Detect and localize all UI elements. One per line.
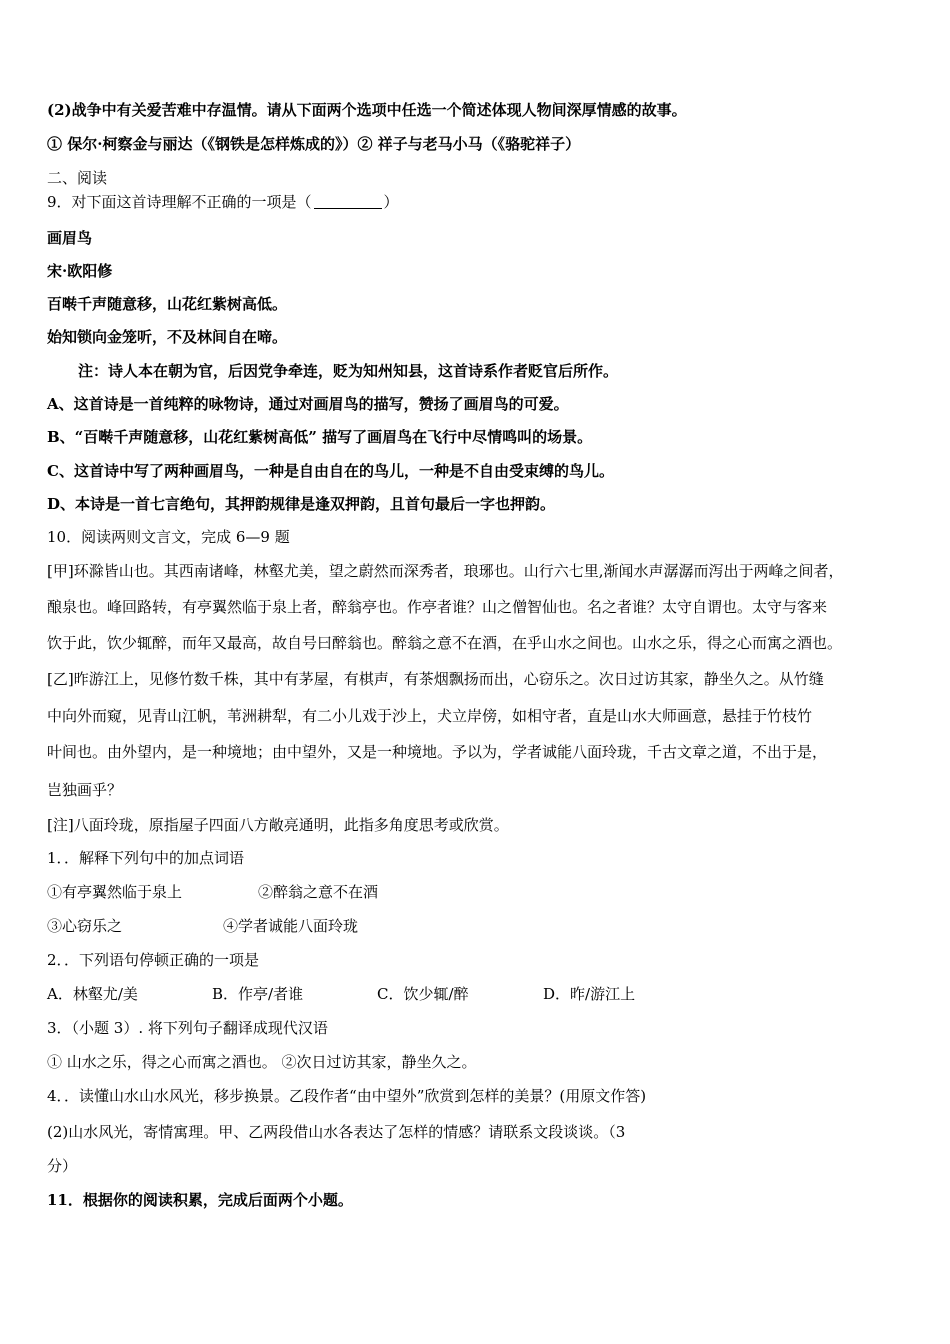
poem-author: 宋·欧阳修	[47, 262, 113, 280]
passage-annotation: [注]八面玲珑，原指屋子四面八方敞亮通明，此指多角度思考或欣赏。	[47, 816, 509, 834]
subquestion-1-item-c: ③心窃乐之	[47, 917, 123, 935]
poem-line-1: 百啭千声随意移，山花红紫树高低。	[47, 295, 288, 313]
question-9-stem	[47, 192, 920, 212]
passage-yi-line-4: 岂独画乎？	[47, 781, 123, 799]
option-b: B、“百啭千声随意移，山花红紫树高低” 描写了画眉鸟在飞行中尽情鸣叫的场景。	[47, 428, 593, 446]
poem-note: 注：诗人本在朝为官，后因党争牵连，贬为知州知县，这首诗系作者贬官后所作。	[78, 362, 619, 380]
passage-jia-line-2: 酿泉也。峰回路转，有亭翼然临于泉上者，醉翁亭也。作亭者谁？山之僧智仙也。名之者谁？太守自谓也。太守与客来	[47, 598, 828, 616]
subquestion-2-option-b: B．作亭/者谁	[212, 985, 304, 1003]
subquestion-4-part-2: (2)山水风光，寄情寓理。甲、乙两段借山水各表达了怎样的情感？请联系文段谈谈。（3	[47, 1123, 626, 1141]
question-9-close: ）	[383, 193, 399, 211]
subquestion-1-row-1	[47, 882, 920, 902]
poem-title: 画眉鸟	[47, 229, 93, 247]
question-9-text: 9．对下面这首诗理解不正确的一项是（	[47, 193, 312, 211]
passage-yi-line-2: 中向外而窥，见青山江帆，苇洲耕犁，有二小儿戏于沙上，犬立岸傍，如相守者，直是山水大师画意，悬挂于竹枝竹	[47, 707, 813, 725]
passage-yi-line-3: 叶间也。由外望内，是一种境地；由中望外，又是一种境地。予以为，学者诚能八面玲珑，千古文章之道，不出于是，	[47, 743, 828, 761]
subquestion-1-item-b: ②醉翁之意不在酒	[258, 883, 379, 901]
passage-yi-line-1: [乙]昨游江上，见修竹数千株，其中有茅屋，有棋声，有茶烟飘扬而出，心窃乐之。次日过访其家，静坐久之。从竹缝	[47, 670, 824, 688]
subquestion-3-sentences: ① 山水之乐，得之心而寓之酒也。 ②次日过访其家，静坐久之。	[47, 1053, 477, 1071]
subquestion-2-options	[47, 984, 920, 1004]
answer-blank	[314, 194, 382, 209]
subquestion-4-score: 分）	[47, 1157, 78, 1175]
subquestion-2-option-c: C．饮少辄/醉	[377, 985, 469, 1003]
question-8-2-options: ① 保尔·柯察金与丽达（《钢铁是怎样炼成的》）② 祥子与老马小马（《骆驼祥子）	[47, 135, 581, 153]
subquestion-4-stem: 4．．读懂山水山水风光，移步换景。乙段作者“由中望外”欣赏到怎样的美景？(用原文作答)	[47, 1087, 647, 1105]
question-10-stem: 10．阅读两则文言文，完成 6—9 题	[47, 528, 290, 546]
subquestion-1-item-d: ④学者诚能八面玲珑	[223, 917, 359, 935]
subquestion-3-stem: 3．（小题 3）. 将下列句子翻译成现代汉语	[47, 1019, 328, 1037]
question-11-stem: 11．根据你的阅读积累，完成后面两个小题。	[47, 1191, 353, 1209]
poem-line-2: 始知锁向金笼听，不及林间自在啼。	[47, 328, 288, 346]
subquestion-2-stem: 2．．下列语句停顿正确的一项是	[47, 951, 260, 969]
question-8-2-prompt: (2)战争中有关爱苦难中存温情。请从下面两个选项中任选一个简述体现人物间深厚情感的故事。	[47, 101, 687, 119]
passage-jia-line-1: [甲]环滁皆山也。其西南诸峰，林壑尤美，望之蔚然而深秀者，琅琊也。山行六七里,渐闻水声潺潺而泻出于两峰之间者，	[47, 562, 844, 580]
subquestion-1-row-2	[47, 916, 920, 936]
subquestion-1-stem: 1．．解释下列句中的加点词语	[47, 849, 245, 867]
passage-jia-line-3: 饮于此，饮少辄醉，而年又最高，故自号曰醉翁也。醉翁之意不在酒，在乎山水之间也。山水之乐，得之心而寓之酒也。	[47, 634, 843, 652]
option-c: C、这首诗中写了两种画眉鸟，一种是自由自在的鸟儿，一种是不自由受束缚的鸟儿。	[47, 462, 614, 480]
subquestion-1-item-a: ①有亭翼然临于泉上	[47, 883, 183, 901]
option-d: D、本诗是一首七言绝句，其押韵规律是逢双押韵，且首句最后一字也押韵。	[47, 495, 556, 513]
subquestion-2-option-d: D．昨/游江上	[543, 985, 636, 1003]
option-a: A、这首诗是一首纯粹的咏物诗，通过对画眉鸟的描写，赞扬了画眉鸟的可爱。	[47, 395, 569, 413]
subquestion-2-option-a: A．林壑尤/美	[47, 985, 138, 1003]
section-heading-reading: 二、阅读	[47, 169, 108, 187]
